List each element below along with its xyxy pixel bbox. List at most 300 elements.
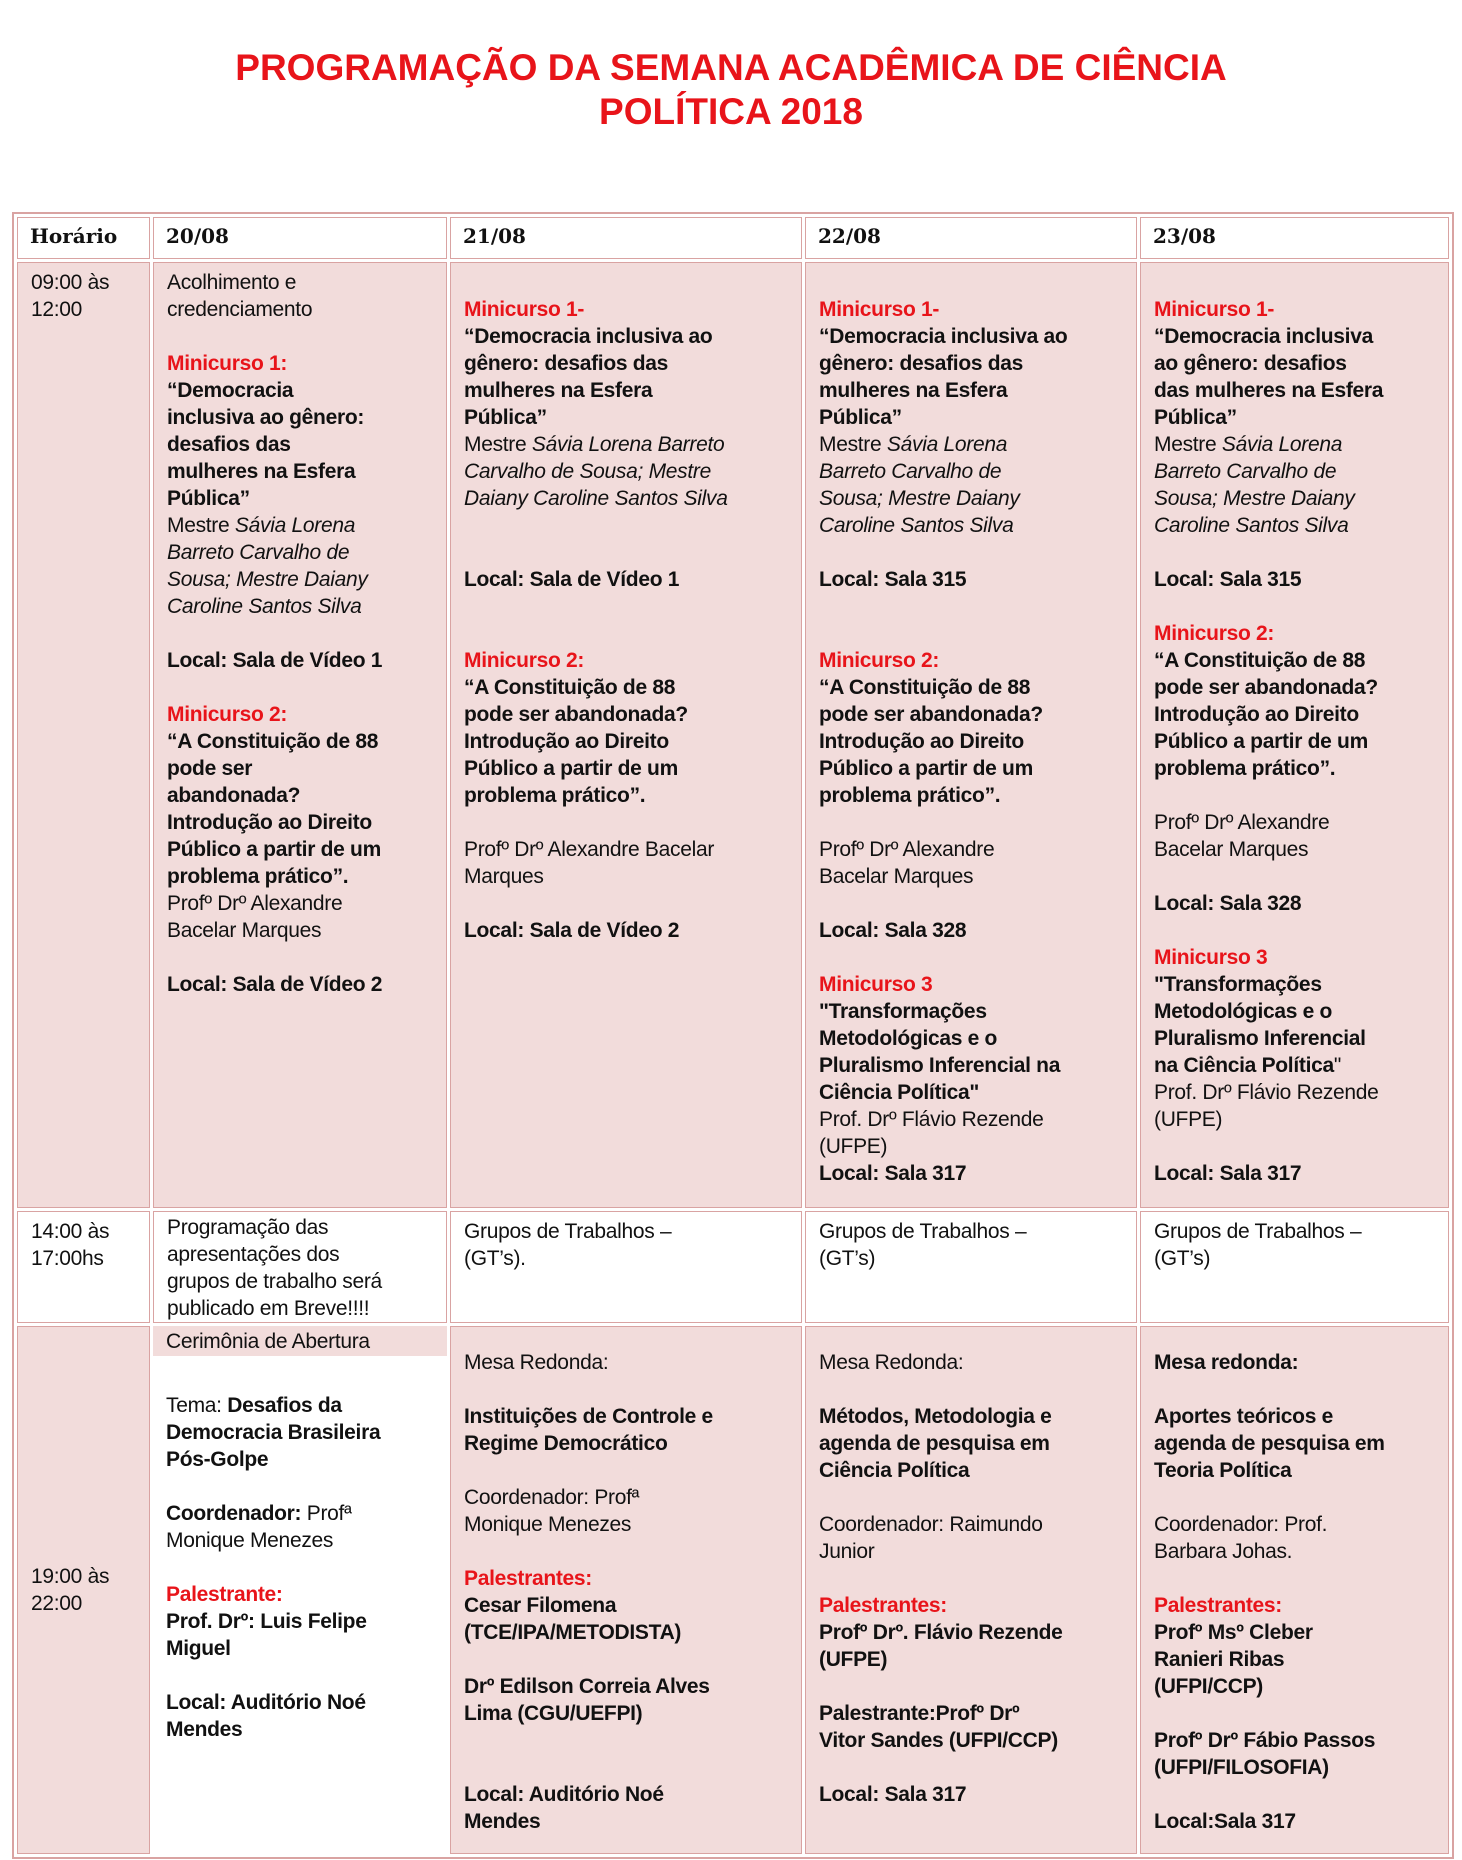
text-line: [819, 1245, 1130, 1272]
text-line: [1154, 1511, 1442, 1538]
text-line: [819, 1430, 1130, 1457]
text-line: [167, 323, 440, 350]
text-segment: Mendes: [166, 1718, 243, 1741]
text-segment: Local: Sala de Vídeo 1: [464, 568, 680, 591]
text-segment: Barreto Carvalho de: [1154, 460, 1337, 483]
time-cell: [17, 262, 150, 1208]
text-line: [1154, 1430, 1442, 1457]
text-line: [819, 1781, 1130, 1808]
text-line: [167, 296, 440, 323]
text-line: [167, 566, 440, 593]
cell-20-08-afternoon: [153, 1211, 447, 1323]
text-segment: apresentações dos: [167, 1243, 340, 1266]
section-label: Palestrante:: [166, 1583, 283, 1606]
text-line: [31, 269, 143, 296]
text-line: [31, 1245, 143, 1272]
header-day-2: 21/08: [450, 217, 802, 259]
text-segment: Pós-Golpe: [166, 1448, 269, 1471]
text-line: [819, 1538, 1130, 1565]
text-line: [1154, 1673, 1442, 1700]
text-segment: Bacelar Marques: [1154, 838, 1309, 861]
text-line: [819, 674, 1130, 701]
section-label: Minicurso 1-: [464, 298, 585, 321]
text-line: [819, 998, 1130, 1025]
text-segment: Grupos de Trabalhos –: [819, 1220, 1027, 1243]
text-line: [819, 566, 1130, 593]
text-segment: Sousa; Mestre Daiany: [167, 568, 368, 591]
text-line: [1154, 647, 1442, 674]
text-segment: Carvalho de Sousa; Mestre: [464, 460, 711, 483]
text-segment: (TCE/IPA/METODISTA): [464, 1621, 682, 1644]
cell-content: [18, 1212, 149, 1272]
text-segment: Local: Sala 317: [819, 1783, 967, 1806]
text-segment: Local: Sala de Vídeo 2: [167, 973, 383, 996]
text-segment: Caroline Santos Silva: [819, 514, 1014, 537]
text-line: [1154, 512, 1442, 539]
cell-content: [1141, 1327, 1448, 1835]
text-segment: mulheres na Esfera: [464, 379, 653, 402]
cell-22-08-evening: [805, 1326, 1137, 1854]
text-line: [819, 782, 1130, 809]
text-line: [819, 431, 1130, 458]
text-line: [167, 728, 440, 755]
text-line: [1154, 1565, 1442, 1592]
cell-21-08-morning: [450, 262, 802, 1208]
text-line: [1154, 404, 1442, 431]
section-label: Palestrantes:: [464, 1567, 592, 1590]
text-segment: Local: Sala 328: [819, 919, 967, 942]
cell-content: [1141, 1212, 1448, 1272]
text-segment: Caroline Santos Silva: [167, 595, 362, 618]
text-segment: Ranieri Ribas: [1154, 1648, 1285, 1671]
text-line: [167, 1214, 440, 1241]
text-line: [819, 890, 1130, 917]
text-segment: (UFPE): [819, 1135, 888, 1158]
text-line: [819, 323, 1130, 350]
text-segment: Monique Menezes: [464, 1513, 632, 1536]
text-segment: problema prático”.: [1154, 757, 1336, 780]
text-line: [464, 1754, 795, 1781]
text-segment: Local: Sala 315: [1154, 568, 1302, 591]
text-line: [1154, 269, 1442, 296]
text-segment: na Ciência Política: [1154, 1054, 1334, 1077]
text-segment: Lima (CGU/UEFPI): [464, 1702, 643, 1725]
text-line: [167, 890, 440, 917]
text-segment: (GT’s): [1154, 1247, 1211, 1270]
text-segment: Profº Drº Alexandre: [167, 892, 343, 915]
text-line: [819, 755, 1130, 782]
text-line: [464, 728, 795, 755]
text-line: [464, 755, 795, 782]
text-segment: (UFPI/CCP): [1154, 1675, 1263, 1698]
title-line-2: POLÍTICA 2018: [599, 91, 863, 132]
text-line: [1154, 890, 1442, 917]
text-line: [464, 1349, 795, 1376]
text-line: [167, 863, 440, 890]
text-line: [819, 593, 1130, 620]
text-line: [167, 944, 440, 971]
cell-20-08-morning: [153, 262, 447, 1208]
text-line: [167, 485, 440, 512]
text-segment: Público a partir de um: [167, 838, 381, 861]
text-segment: (GT’s): [819, 1247, 876, 1270]
text-segment: “A Constituição de 88: [819, 676, 1031, 699]
text-segment: Profº Drº Alexandre Bacelar: [464, 838, 715, 861]
text-line: [167, 755, 440, 782]
text-segment: Profº Drº. Flávio Rezende: [819, 1621, 1063, 1644]
text-segment: Coordenador: Prof.: [1154, 1513, 1328, 1536]
text-segment: Prof. Drº Flávio Rezende: [819, 1108, 1044, 1131]
text-segment: Profª: [306, 1502, 352, 1525]
cell-content: [153, 1359, 447, 1743]
row-evening: [17, 1326, 1449, 1854]
text-segment: Pública”: [167, 487, 250, 510]
text-line: [1154, 593, 1442, 620]
text-segment: Aportes teóricos e: [1154, 1405, 1333, 1428]
text-line: [464, 782, 795, 809]
text-line: [1154, 701, 1442, 728]
text-line: [167, 674, 440, 701]
page-title: [0, 46, 1462, 134]
text-line: [819, 377, 1130, 404]
text-line: [819, 809, 1130, 836]
text-line: [464, 1727, 795, 1754]
text-line: [464, 647, 795, 674]
text-line: [1154, 1403, 1442, 1430]
text-line: [167, 701, 440, 728]
text-segment: Instituições de Controle e: [464, 1405, 713, 1428]
text-line: [1154, 485, 1442, 512]
text-segment: Sávia Lorena: [1221, 433, 1343, 456]
text-line: [1154, 1646, 1442, 1673]
text-segment: inclusiva ao gênero:: [167, 406, 365, 429]
text-segment: Monique Menezes: [166, 1529, 334, 1552]
text-line: [464, 1646, 795, 1673]
text-line: [1154, 998, 1442, 1025]
text-line: [464, 863, 795, 890]
text-line: [1154, 1781, 1442, 1808]
text-segment: problema prático”.: [167, 865, 349, 888]
cell-content: [806, 1212, 1136, 1272]
header-row: [17, 217, 1449, 259]
text-line: [464, 1218, 795, 1245]
text-segment: “A Constituição de 88: [464, 676, 676, 699]
text-line: [819, 1619, 1130, 1646]
text-segment: Introdução ao Direito: [167, 811, 372, 834]
text-line: [1154, 1538, 1442, 1565]
text-line: [464, 620, 795, 647]
text-segment: Local: Sala 317: [819, 1162, 967, 1185]
text-segment: Desafios da: [227, 1394, 342, 1417]
text-line: [819, 350, 1130, 377]
text-segment: gênero: desafios das: [464, 352, 669, 375]
section-label: Minicurso 2:: [464, 649, 585, 672]
text-line: [464, 1619, 795, 1646]
header-horario: Horário: [17, 217, 150, 259]
text-line: [464, 323, 795, 350]
text-segment: Caroline Santos Silva: [1154, 514, 1349, 537]
text-segment: Pública”: [819, 406, 902, 429]
text-line: [464, 890, 795, 917]
text-line: [1154, 1700, 1442, 1727]
text-segment: problema prático”.: [819, 784, 1001, 807]
text-line: [167, 1268, 440, 1295]
text-line: [464, 431, 795, 458]
text-line: [167, 836, 440, 863]
text-segment: (UFPE): [819, 1648, 888, 1671]
text-line: [167, 512, 440, 539]
text-segment: agenda de pesquisa em: [1154, 1432, 1385, 1455]
text-segment: Prof. Drº: Luis Felipe: [166, 1610, 367, 1633]
text-line: [1154, 431, 1442, 458]
text-line: [167, 350, 440, 377]
text-line: [464, 404, 795, 431]
text-line: [1154, 1160, 1442, 1187]
cell-20-08-evening: [153, 1326, 447, 1854]
text-line: [464, 1484, 795, 1511]
text-segment: Coordenador: Profª: [464, 1486, 640, 1509]
text-segment: Barbara Johas.: [1154, 1540, 1293, 1563]
text-line: [819, 539, 1130, 566]
text-line: [31, 1218, 143, 1245]
header-day-3: 22/08: [805, 217, 1137, 259]
text-line: [464, 917, 795, 944]
text-line: [819, 1218, 1130, 1245]
text-line: [167, 539, 440, 566]
text-line: [819, 1025, 1130, 1052]
text-segment: credenciamento: [167, 298, 313, 321]
text-segment: “Democracia inclusiva ao: [819, 325, 1068, 348]
text-line: [1154, 1052, 1442, 1079]
text-line: [1154, 782, 1442, 809]
text-line: [1154, 1245, 1442, 1272]
text-segment: Sousa; Mestre Daiany: [1154, 487, 1355, 510]
row-morning: [17, 262, 1449, 1208]
text-segment: 17:00hs: [31, 1247, 104, 1270]
text-segment: mulheres na Esfera: [819, 379, 1008, 402]
text-line: [464, 350, 795, 377]
text-segment: ": [1333, 1054, 1342, 1077]
text-segment: agenda de pesquisa em: [819, 1432, 1050, 1455]
text-line: [166, 1554, 441, 1581]
text-segment: Junior: [819, 1540, 875, 1563]
text-segment: abandonada?: [167, 784, 301, 807]
text-line: [167, 404, 440, 431]
cell-content: [1141, 263, 1448, 1187]
text-line: [819, 1349, 1130, 1376]
text-segment: Local: Sala 315: [819, 568, 967, 591]
text-line: [167, 1241, 440, 1268]
text-segment: 14:00 às: [31, 1220, 110, 1243]
text-segment: Local:Sala 317: [1154, 1810, 1296, 1833]
text-segment: pode ser: [167, 757, 253, 780]
cell-content: [154, 1212, 446, 1322]
section-label: Minicurso 1-: [1154, 298, 1275, 321]
cell-content: [154, 263, 446, 998]
text-line: [1154, 1349, 1442, 1376]
text-line: [1154, 1376, 1442, 1403]
text-line: [1154, 863, 1442, 890]
cell-content: [451, 263, 801, 944]
text-line: [1154, 1457, 1442, 1484]
text-line: [819, 1754, 1130, 1781]
schedule-table: [12, 212, 1454, 1859]
text-segment: "Transformações: [819, 1000, 987, 1023]
text-line: [464, 836, 795, 863]
text-line: [819, 1457, 1130, 1484]
text-line: [464, 1565, 795, 1592]
text-segment: Daiany Caroline Santos Silva: [464, 487, 728, 510]
text-line: [819, 1160, 1130, 1187]
text-segment: Profº Drº Fábio Passos: [1154, 1729, 1376, 1752]
cell-content: [806, 263, 1136, 1187]
cell-23-08-morning: [1140, 262, 1449, 1208]
text-line: [464, 1511, 795, 1538]
section-label: Palestrantes:: [819, 1594, 947, 1617]
text-segment: Introdução ao Direito: [1154, 703, 1359, 726]
text-line: [1154, 755, 1442, 782]
text-line: [819, 1511, 1130, 1538]
opening-ceremony-details: [153, 1358, 447, 1855]
text-line: [819, 863, 1130, 890]
text-line: [167, 971, 440, 998]
section-label: Minicurso 2:: [819, 649, 940, 672]
time-cell: [17, 1326, 150, 1854]
text-segment: Local: Sala 317: [1154, 1162, 1302, 1185]
text-line: [166, 1662, 441, 1689]
text-line: [464, 809, 795, 836]
text-segment: Mestre: [167, 514, 235, 537]
text-line: [1154, 944, 1442, 971]
text-segment: Ciência Política: [819, 1459, 970, 1482]
text-segment: “A Constituição de 88: [167, 730, 379, 753]
section-label: Minicurso 2:: [1154, 622, 1275, 645]
text-line: [167, 809, 440, 836]
text-segment: Democracia Brasileira: [166, 1421, 381, 1444]
text-line: [464, 674, 795, 701]
text-line: [464, 1673, 795, 1700]
text-segment: “A Constituição de 88: [1154, 649, 1366, 672]
text-segment: Teoria Política: [1154, 1459, 1292, 1482]
cell-21-08-afternoon: [450, 1211, 802, 1323]
text-line: [166, 1716, 441, 1743]
text-line: [1154, 1218, 1442, 1245]
cell-22-08-morning: [805, 262, 1137, 1208]
cell-content: [18, 1563, 149, 1617]
text-line: [464, 1457, 795, 1484]
cell-content: [806, 1327, 1136, 1808]
text-line: [464, 458, 795, 485]
text-segment: Público a partir de um: [464, 757, 678, 780]
text-segment: Público a partir de um: [1154, 730, 1368, 753]
text-line: [1154, 1592, 1442, 1619]
text-line: [819, 1106, 1130, 1133]
text-segment: gênero: desafios das: [819, 352, 1024, 375]
text-segment: Marques: [464, 865, 544, 888]
text-line: [31, 1590, 143, 1617]
text-line: [819, 944, 1130, 971]
text-line: [167, 782, 440, 809]
cell-22-08-afternoon: [805, 1211, 1137, 1323]
text-line: [464, 539, 795, 566]
text-segment: mulheres na Esfera: [167, 460, 356, 483]
text-line: [464, 1245, 795, 1272]
text-line: [819, 485, 1130, 512]
text-line: [1154, 836, 1442, 863]
text-segment: 22:00: [31, 1592, 83, 1615]
text-line: [167, 377, 440, 404]
text-line: [819, 1376, 1130, 1403]
text-line: [819, 1565, 1130, 1592]
section-label: Minicurso 3: [1154, 946, 1268, 969]
text-segment: (UFPI/FILOSOFIA): [1154, 1756, 1329, 1779]
text-segment: Mestre: [1154, 433, 1222, 456]
text-line: [1154, 566, 1442, 593]
text-line: [1154, 1133, 1442, 1160]
text-line: [1154, 296, 1442, 323]
text-segment: Profº Drº Alexandre: [819, 838, 995, 861]
text-segment: Miguel: [166, 1637, 231, 1660]
text-line: [819, 971, 1130, 998]
text-segment: Grupos de Trabalhos –: [464, 1220, 672, 1243]
text-line: [819, 1673, 1130, 1700]
text-line: [464, 1700, 795, 1727]
time-cell: [17, 1211, 150, 1323]
section-label: Minicurso 2:: [167, 703, 288, 726]
text-line: [167, 458, 440, 485]
text-line: [819, 512, 1130, 539]
text-segment: Mesa redonda:: [1154, 1351, 1299, 1374]
text-segment: Mesa Redonda:: [464, 1351, 609, 1374]
text-segment: Pública”: [464, 406, 547, 429]
text-line: [167, 593, 440, 620]
text-line: [464, 593, 795, 620]
text-segment: publicado em Breve!!!!: [167, 1297, 370, 1320]
text-line: [464, 1781, 795, 1808]
text-segment: 19:00 às: [31, 1565, 110, 1588]
text-line: [166, 1419, 441, 1446]
text-line: [464, 1403, 795, 1430]
text-segment: Introdução ao Direito: [464, 730, 669, 753]
cell-23-08-afternoon: [1140, 1211, 1449, 1323]
row-afternoon: [17, 1211, 1449, 1323]
text-line: [1154, 1025, 1442, 1052]
text-segment: Sávia Lorena: [234, 514, 356, 537]
text-segment: (GT’s).: [464, 1247, 526, 1270]
text-line: [166, 1365, 441, 1392]
text-line: [819, 1079, 1130, 1106]
text-line: [166, 1500, 441, 1527]
text-segment: pode ser abandonada?: [464, 703, 688, 726]
text-segment: Métodos, Metodologia e: [819, 1405, 1052, 1428]
text-line: [819, 1484, 1130, 1511]
text-segment: Bacelar Marques: [819, 865, 974, 888]
section-label: Minicurso 1:: [167, 352, 288, 375]
text-line: [1154, 350, 1442, 377]
text-segment: Grupos de Trabalhos –: [1154, 1220, 1362, 1243]
text-segment: Programação das: [167, 1216, 329, 1239]
text-segment: Metodológicas e o: [1154, 1000, 1333, 1023]
text-line: [167, 269, 440, 296]
text-segment: Mestre: [464, 433, 532, 456]
text-segment: pode ser abandonada?: [819, 703, 1043, 726]
cell-23-08-evening: [1140, 1326, 1449, 1854]
text-line: [819, 1700, 1130, 1727]
text-segment: Acolhimento e: [167, 271, 297, 294]
text-segment: “Democracia inclusiva ao: [464, 325, 713, 348]
text-line: [819, 296, 1130, 323]
text-line: [819, 1403, 1130, 1430]
